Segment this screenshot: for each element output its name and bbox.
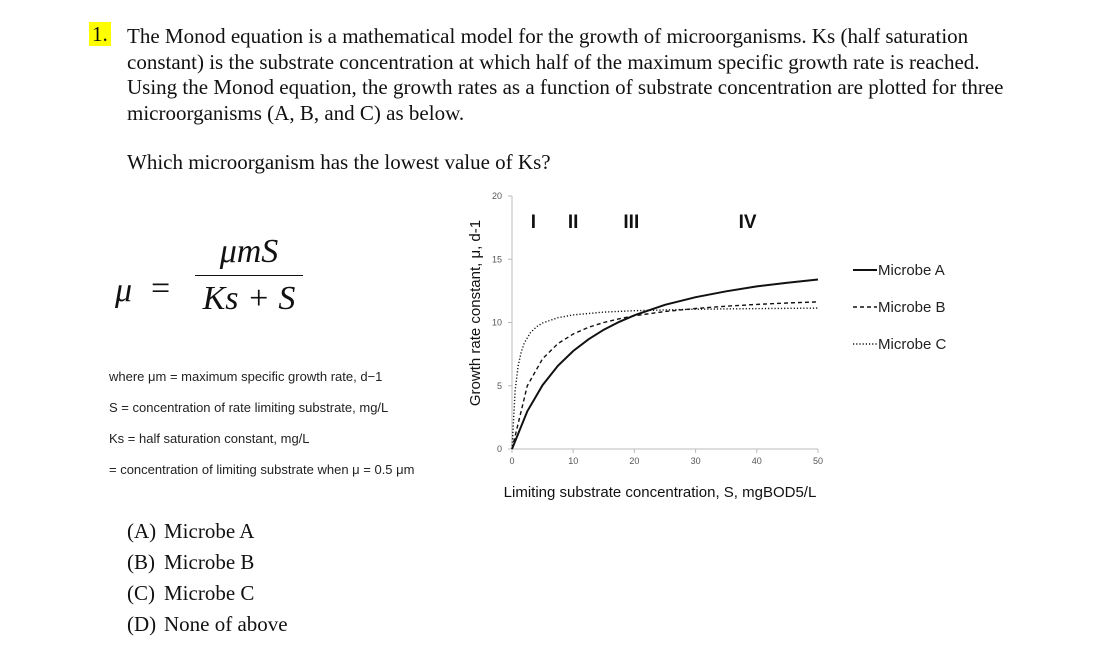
equation-equals: = <box>151 270 171 307</box>
answer-choices <box>127 516 288 640</box>
definition-ks-meaning: = concentration of limiting substrate when μ = 0.5 μm <box>109 462 415 477</box>
legend-label: Microbe A <box>878 262 945 279</box>
question-number: 1. <box>89 22 111 46</box>
chart-labels <box>467 212 947 501</box>
region-label: III <box>623 212 640 233</box>
chart-series <box>512 280 818 450</box>
choice-letter: (C) <box>127 581 155 605</box>
definition-mum: where μm = maximum specific growth rate, d−1 <box>109 369 383 384</box>
y-tick-label: 10 <box>491 317 502 328</box>
chart-axes <box>492 191 823 466</box>
region-label: I <box>530 212 537 233</box>
choice-text: None of above <box>164 612 288 636</box>
choice-letter: (B) <box>127 550 155 574</box>
y-tick-label: 5 <box>496 380 502 391</box>
region-label: IV <box>738 212 757 233</box>
x-tick-label: 0 <box>509 456 515 466</box>
choice-c[interactable] <box>127 578 288 609</box>
choice-b[interactable] <box>127 547 288 578</box>
x-tick-label: 10 <box>568 456 579 466</box>
equation-denominator: Ks + S <box>202 280 296 317</box>
choice-text: Microbe C <box>164 581 255 605</box>
y-tick-label: 20 <box>491 191 502 201</box>
y-tick-label: 15 <box>491 254 502 265</box>
definition-s: S = concentration of rate limiting substrate, mg/L <box>109 400 389 415</box>
equation-lhs: μ <box>115 272 133 309</box>
x-tick-label: 30 <box>690 456 701 466</box>
x-axis-title: Limiting substrate concentration, S, mgBOD5/L <box>503 484 817 501</box>
choice-text: Microbe A <box>164 519 255 543</box>
x-tick-label: 20 <box>629 456 640 466</box>
x-tick-label: 40 <box>751 456 762 466</box>
choice-a[interactable] <box>127 516 288 547</box>
legend-label: Microbe C <box>878 336 947 353</box>
region-label: II <box>567 212 579 233</box>
question-prompt: Which microorganism has the lowest value of Ks? <box>127 150 551 174</box>
choice-letter: (D) <box>127 612 157 636</box>
series-line-microbe-b <box>512 302 818 449</box>
y-axis-title: Growth rate constant, μ, d-1 <box>467 219 484 407</box>
series-line-microbe-a <box>512 280 818 450</box>
definition-ks: Ks = half saturation constant, mg/L <box>109 431 310 446</box>
equation-numerator: μmS <box>219 233 279 270</box>
choice-text: Microbe B <box>164 550 255 574</box>
series-line-microbe-c <box>512 308 818 449</box>
x-tick-label: 50 <box>812 456 824 466</box>
choice-letter: (A) <box>127 519 157 543</box>
y-tick-label: 0 <box>496 444 502 454</box>
question-paragraph: The Monod equation is a mathematical model for the growth of microorganisms. Ks (half saturation constant) is the substrate concentration at which half of the maximum specific growth rate is reached. Using the Monod equation, the growth rates as a function of substrate concentration are plotted for three microorganisms (A, B, and C) as below. <box>127 24 1004 125</box>
choice-d[interactable] <box>127 609 288 640</box>
legend-label: Microbe B <box>878 299 946 316</box>
